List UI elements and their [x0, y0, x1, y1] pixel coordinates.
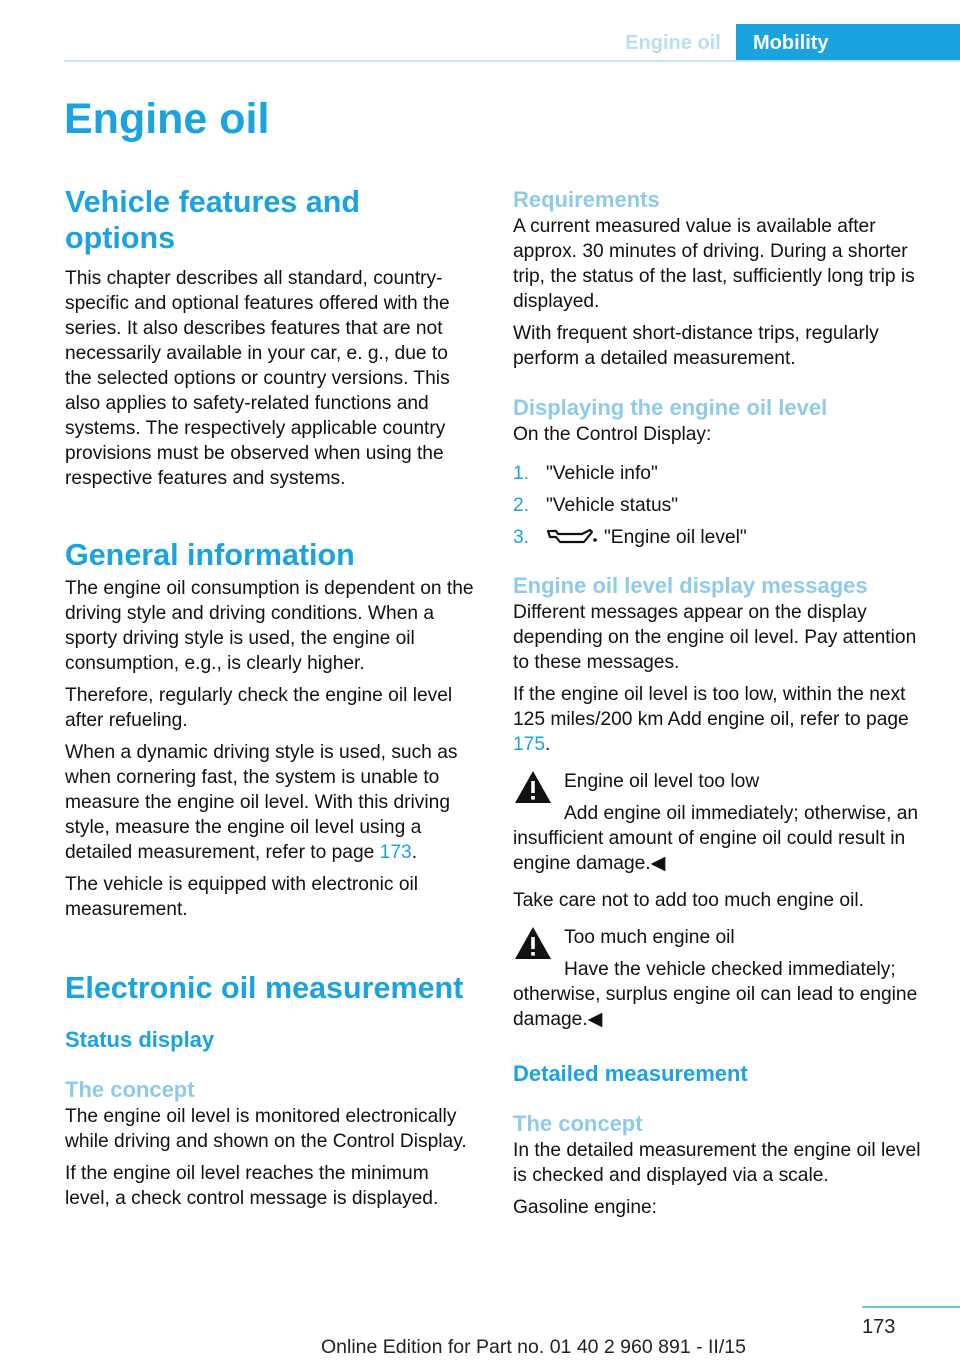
heading-electronic-oil-measurement: Electronic oil measurement: [65, 971, 464, 1005]
footer-divider: [862, 1306, 960, 1308]
general-text-2: Therefore, regularly check the engine oil level after refueling.: [65, 685, 453, 731]
edition-footer: Online Edition for Part no. 01 40 2 960 891 - II/15: [321, 1336, 746, 1358]
step-number: 2.: [513, 495, 530, 516]
messages-text-1: Different messages appear on the display depending on the engine oil level. Pay attention to these messages.: [513, 602, 917, 673]
warning-too-much-oil: [513, 925, 925, 1032]
general-text-3-body: When a dynamic driving style is used, such as when cornering fast, the system is unable to measure the engine oil level. With this driving style, measure the engine oil level using a detailed measurement, refer to page: [65, 742, 458, 863]
requirements-text-2: With frequent short-distance trips, regularly perform a detailed measurement.: [513, 323, 879, 369]
warning-triangle-icon: [513, 769, 553, 805]
messages-text-2: [513, 682, 925, 757]
detailed-text-1: In the detailed measurement the engine oil level is checked and displayed via a scale.: [513, 1140, 921, 1186]
heading-display-messages: Engine oil level display messages: [513, 573, 868, 598]
vehicle-features-text: This chapter describes all standard, country-specific and optional features offered with the series. It also describes features that are not necessarily available in your car, e. g., due to the selected options or country versions. This also applies to safety-related functions and systems. The respectively applicable country provisions must be observed when using the respective features and systems.: [65, 268, 450, 489]
detailed-text-2: Gasoline engine:: [513, 1197, 658, 1218]
chapter-tab: Mobility: [736, 24, 960, 62]
list-item: [513, 525, 925, 557]
step-text: "Vehicle info": [546, 463, 658, 484]
concept-text-1: The engine oil level is monitored electronically while driving and shown on the Control Display.: [65, 1106, 467, 1152]
care-text: Take care not to add too much engine oil.: [513, 890, 864, 911]
left-column: [65, 184, 477, 1218]
heading-general-information: General information: [65, 538, 355, 572]
heading-detailed-concept: The concept: [513, 1111, 643, 1136]
heading-displaying-oil-level: Displaying the engine oil level: [513, 395, 828, 420]
heading-the-concept: The concept: [65, 1077, 195, 1102]
list-item: [513, 461, 925, 493]
list-item: [513, 493, 925, 525]
page-link-173[interactable]: 173: [379, 842, 412, 863]
step-number: 1.: [513, 463, 530, 484]
requirements-text-1: A current measured value is available after approx. 30 minutes of driving. During a shorter trip, the status of the last, sufficiently long trip is displayed.: [513, 216, 915, 312]
warning-oil-low-text: Add engine oil immediately; otherwise, an insufficient amount of engine oil could result in engine damage.◀: [513, 803, 919, 874]
messages-text-2-end: .: [545, 734, 551, 755]
page-link-175[interactable]: 175: [513, 734, 546, 755]
page-header: [0, 0, 960, 62]
warning-oil-low: [513, 769, 925, 876]
warning-oil-low-title: Engine oil level too low: [564, 771, 760, 792]
heading-vehicle-features: Vehicle features and options: [65, 185, 360, 255]
header-divider: [64, 60, 960, 62]
displaying-intro: On the Control Display:: [513, 424, 712, 445]
right-column: [513, 186, 925, 1227]
page-number: 173: [862, 1316, 896, 1338]
general-text-3-end: .: [411, 842, 418, 863]
heading-detailed-measurement: Detailed measurement: [513, 1061, 748, 1086]
engine-oil-icon: [546, 525, 598, 547]
heading-requirements: Requirements: [513, 187, 660, 212]
general-text-4: The vehicle is equipped with electronic oil measurement.: [65, 874, 419, 920]
steps-list: [513, 461, 925, 557]
general-text-1: The engine oil consumption is dependent on the driving style and driving conditions. When a sporty driving style is used, the engine oil consumption, e.g., is clearly higher.: [65, 578, 474, 674]
warning-triangle-icon: [513, 925, 553, 961]
messages-text-2-body: If the engine oil level is too low, within the next 125 miles/200 km Add engine oil, refer to page: [513, 684, 909, 730]
concept-text-2: If the engine oil level reaches the minimum level, a check control message is displayed.: [65, 1163, 439, 1209]
section-tab: Engine oil: [625, 32, 721, 54]
step-text: "Engine oil level": [604, 527, 747, 548]
page-title: Engine oil: [64, 95, 270, 143]
heading-status-display: Status display: [65, 1027, 215, 1052]
warning-too-much-title: Too much engine oil: [564, 927, 735, 948]
general-text-3: [65, 740, 477, 865]
step-text: "Vehicle status": [546, 495, 679, 516]
step-number: 3.: [513, 527, 530, 548]
warning-too-much-text: Have the vehicle checked immediately; otherwise, surplus engine oil can lead to engine damage.◀: [513, 959, 918, 1030]
